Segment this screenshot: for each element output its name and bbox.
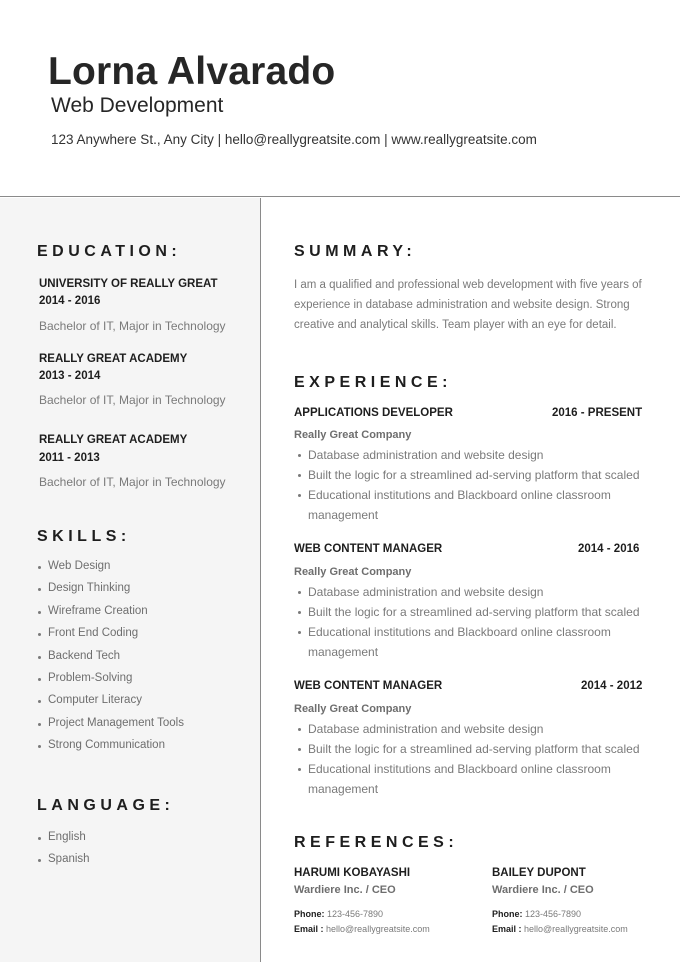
language-item: English [36, 831, 90, 853]
job-duties [296, 719, 656, 799]
job-dates: 2016 - PRESENT [552, 407, 643, 419]
right-column [262, 198, 680, 962]
email-label: Email : [294, 924, 324, 934]
skill-item: Project Management Tools [36, 717, 184, 739]
summary-title: SUMMARY: [294, 243, 417, 260]
job-duty: Database administration and website design [296, 445, 656, 465]
job-duty: Built the logic for a streamlined ad-serving platform that scaled [296, 602, 656, 622]
phone-label: Phone: [294, 909, 325, 919]
candidate-role: Web Development [51, 94, 224, 117]
job-title: APPLICATIONS DEVELOPER [294, 407, 453, 419]
left-column [0, 198, 261, 962]
reference-phone [294, 909, 383, 919]
reference-email [294, 924, 430, 934]
job-duty: Database administration and website design [296, 582, 656, 602]
reference-email [492, 924, 628, 934]
job-duties [296, 582, 656, 662]
job-dates: 2014 - 2012 [581, 680, 643, 692]
education-years: 2014 - 2016 [39, 295, 101, 307]
phone-value: 123-456-7890 [525, 909, 582, 919]
education-years: 2011 - 2013 [39, 452, 100, 464]
job-duty: Educational institutions and Blackboard online classroom management [296, 485, 656, 525]
education-school: REALLY GREAT ACADEMY [39, 434, 188, 446]
education-title: EDUCATION: [37, 243, 182, 260]
education-school: UNIVERSITY OF REALLY GREAT [39, 278, 218, 290]
email-value: hello@reallygreatsite.com [524, 924, 628, 934]
reference-org: Wardiere Inc. / CEO [492, 884, 594, 896]
job-duties [296, 445, 656, 525]
resume-header [0, 0, 680, 197]
reference-phone [492, 909, 581, 919]
job-title: WEB CONTENT MANAGER [294, 543, 443, 555]
job-duty: Educational institutions and Blackboard online classroom management [296, 759, 656, 799]
job-duty: Educational institutions and Blackboard online classroom management [296, 622, 656, 662]
skill-item: Computer Literacy [36, 694, 184, 716]
email-label: Email : [492, 924, 522, 934]
summary-text: I am a qualified and professional web development with five years of experience in database administration and website design. Strong creative and analytical skills. Team player with an eye for detail. [294, 279, 642, 331]
skill-item: Wireframe Creation [36, 605, 184, 627]
skills-title: SKILLS: [37, 528, 131, 545]
email-value: hello@reallygreatsite.com [326, 924, 430, 934]
phone-value: 123-456-7890 [327, 909, 384, 919]
skill-item: Strong Communication [36, 739, 184, 761]
skill-item: Design Thinking [36, 582, 184, 604]
job-company: Really Great Company [294, 566, 412, 578]
job-company: Really Great Company [294, 429, 412, 441]
education-degree: Bachelor of IT, Major in Technology [39, 475, 226, 489]
skill-item: Web Design [36, 560, 184, 582]
contact-line: 123 Anywhere St., Any City | hello@reallygreatsite.com | www.reallygreatsite.com [51, 132, 537, 147]
language-list [36, 831, 90, 876]
references-title: REFERENCES: [294, 834, 459, 851]
skill-item: Backend Tech [36, 650, 184, 672]
education-degree: Bachelor of IT, Major in Technology [39, 393, 226, 407]
education-years: 2013 - 2014 [39, 370, 101, 382]
job-title: WEB CONTENT MANAGER [294, 680, 443, 692]
job-company: Really Great Company [294, 703, 412, 715]
job-duty: Built the logic for a streamlined ad-serving platform that scaled [296, 739, 656, 759]
skills-list [36, 560, 184, 762]
skill-item: Front End Coding [36, 627, 184, 649]
reference-org: Wardiere Inc. / CEO [294, 884, 396, 896]
job-duty: Database administration and website design [296, 719, 656, 739]
candidate-name: Lorna Alvarado [48, 50, 336, 93]
language-title: LANGUAGE: [37, 797, 175, 814]
skill-item: Problem-Solving [36, 672, 184, 694]
job-dates: 2014 - 2016 [578, 543, 640, 555]
reference-name: HARUMI KOBAYASHI [294, 867, 411, 879]
education-degree: Bachelor of IT, Major in Technology [39, 319, 226, 333]
experience-title: EXPERIENCE: [294, 374, 452, 391]
language-item: Spanish [36, 853, 90, 875]
phone-label: Phone: [492, 909, 523, 919]
education-school: REALLY GREAT ACADEMY [39, 353, 188, 365]
reference-name: BAILEY DUPONT [492, 867, 586, 879]
job-duty: Built the logic for a streamlined ad-serving platform that scaled [296, 465, 656, 485]
